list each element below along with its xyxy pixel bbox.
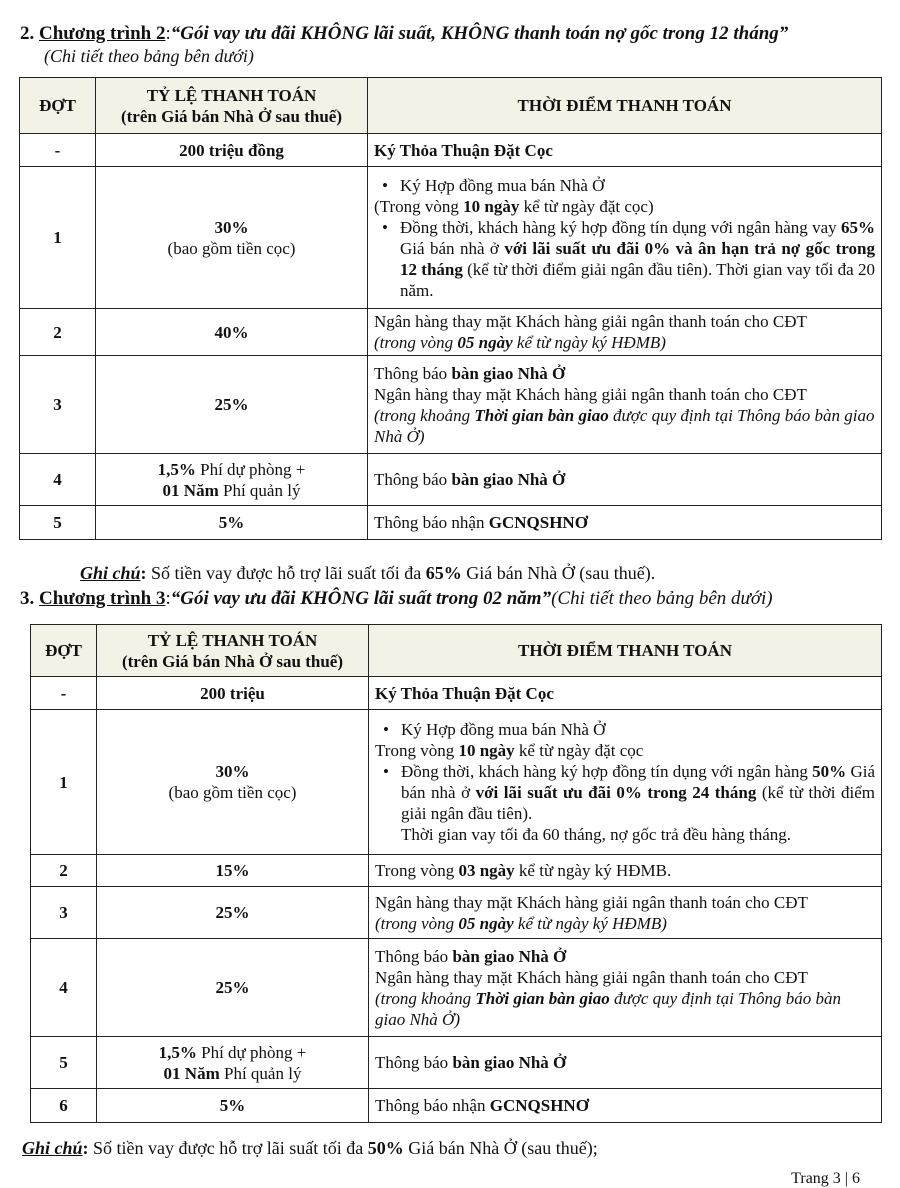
- phase-cell: 6: [31, 1089, 97, 1123]
- rate-cell: 200 triệu đồng: [96, 134, 368, 167]
- text-bold: bàn giao Nhà Ở: [452, 946, 567, 966]
- time-line: [375, 988, 875, 1030]
- note-label: Ghi chú: [22, 1138, 83, 1158]
- phase-cell: 2: [31, 855, 97, 887]
- text: (trong khoảng: [374, 405, 475, 425]
- rate-line: [102, 480, 361, 501]
- table-row: [20, 356, 882, 454]
- phase-cell: -: [20, 134, 96, 167]
- table-row: [31, 1037, 882, 1089]
- text-bold: 10 ngày: [458, 741, 515, 760]
- text-bold: 10 ngày: [463, 196, 520, 216]
- header-phase: ĐỢT: [20, 78, 96, 134]
- text: (trong vòng: [375, 913, 459, 933]
- time-cell: [369, 939, 882, 1037]
- text: kể từ ngày đặt cọc: [514, 741, 644, 760]
- rate-cell: 25%: [97, 939, 369, 1037]
- table-row: [31, 677, 882, 710]
- page-number: Trang 3 | 6: [791, 1170, 860, 1187]
- text: Giá bán Nhà Ở (sau thuế);: [403, 1138, 598, 1158]
- table-row: [20, 167, 882, 309]
- text: Phí quản lý: [219, 1063, 302, 1083]
- text-bold: 1,5%: [157, 459, 196, 479]
- text: Thông báo: [375, 1053, 453, 1072]
- section2-subtitle: (Chi tiết theo bảng bên dưới): [44, 46, 254, 66]
- text-bold: 65%: [841, 217, 875, 237]
- text: Thông báo nhận: [375, 1096, 490, 1115]
- time-cell: [369, 710, 882, 855]
- time-cell: [368, 167, 882, 309]
- list-item: [374, 217, 875, 301]
- list-item: • Ký Hợp đồng mua bán Nhà Ở: [375, 719, 875, 740]
- phase-cell: 5: [31, 1037, 97, 1089]
- table-row: [20, 454, 882, 506]
- header-time: THỜI ĐIỂM THANH TOÁN: [369, 625, 882, 677]
- header-rate-line1: TỶ LỆ THANH TOÁN: [147, 630, 318, 650]
- time-line: Ngân hàng thay mặt Khách hàng giải ngân thanh toán cho CĐT: [375, 892, 808, 912]
- rate-cell: 5%: [97, 1089, 369, 1123]
- table-row: [20, 134, 882, 167]
- text-bold: bàn giao Nhà Ở: [451, 363, 566, 383]
- table-row: [31, 939, 882, 1037]
- table-header-row: [31, 625, 882, 677]
- section2-note: [80, 562, 655, 584]
- text-bold: 01 Năm: [162, 480, 219, 500]
- rate-note: (bao gồm tiền cọc): [168, 783, 297, 802]
- section2-heading: [20, 22, 788, 45]
- section3-label: Chương trình 3: [39, 588, 166, 609]
- phase-cell: 3: [20, 356, 96, 454]
- section3-number: 3.: [20, 588, 35, 609]
- text-bold: bàn giao Nhà Ở: [451, 470, 566, 489]
- phase-cell: 5: [20, 506, 96, 540]
- text: (trong vòng: [374, 333, 458, 352]
- text: kể từ ngày ký HĐMB): [513, 913, 667, 933]
- note-colon: :: [82, 1138, 89, 1158]
- phase-cell: 2: [20, 309, 96, 356]
- rate-cell: [97, 1037, 369, 1089]
- rate-cell: 25%: [97, 887, 369, 939]
- rate-cell: 15%: [97, 855, 369, 887]
- rate-cell: 200 triệu: [97, 677, 369, 710]
- table-row: [31, 710, 882, 855]
- rate-line: [103, 1063, 362, 1084]
- rate-cell: [96, 167, 368, 309]
- header-rate-line2: (trên Giá bán Nhà Ở sau thuế): [120, 106, 343, 126]
- text: kể từ ngày ký HĐMB): [512, 333, 666, 352]
- text-bold: với lãi suất ưu đãi 0% trong 24 tháng: [475, 783, 757, 802]
- section2-number: 2.: [20, 23, 35, 44]
- phase-cell: 1: [31, 710, 97, 855]
- text-bold: 05 ngày: [458, 913, 514, 933]
- section3-title: “Gói vay ưu đãi KHÔNG lãi suất trong 02 năm”: [170, 588, 552, 609]
- text-bold: GCNQSHNƠ: [488, 513, 588, 532]
- section3-colon: :: [165, 588, 171, 609]
- text: kể từ ngày đặt cọc): [519, 196, 654, 216]
- phase-cell: 4: [20, 454, 96, 506]
- time-line: [374, 332, 875, 353]
- time-line: [374, 405, 875, 447]
- text-bold: với lãi suất ưu đãi 0% và ân hạn trả nợ gốc trong 12 tháng: [400, 238, 875, 279]
- text: Phí dự phòng +: [196, 1042, 307, 1062]
- time-cell: [368, 454, 882, 506]
- time-line: Ngân hàng thay mặt Khách hàng giải ngân thanh toán cho CĐT: [374, 384, 807, 404]
- rate-line: [103, 1042, 362, 1063]
- text: (trong khoảng: [375, 988, 476, 1008]
- text-bold: 01 Năm: [163, 1063, 220, 1083]
- table-header-row: [20, 78, 882, 134]
- text: Giá bán nhà ở: [400, 238, 505, 258]
- header-rate: [96, 78, 368, 134]
- text-bold: Thời gian bàn giao: [474, 405, 609, 425]
- table-row: [20, 309, 882, 356]
- text: Đồng thời, khách hàng ký hợp đồng tín dụng với ngân hàng: [401, 762, 813, 781]
- header-rate: [97, 625, 369, 677]
- text: Phí dự phòng +: [195, 459, 306, 479]
- header-rate-line2: (trên Giá bán Nhà Ở sau thuế): [121, 651, 344, 671]
- note-label: Ghi chú: [80, 563, 141, 583]
- text-bold: 50%: [812, 762, 847, 781]
- text: Thời gian vay tối đa 60 tháng, nợ gốc trả đều hàng tháng.: [401, 825, 791, 844]
- text: Thông báo nhận: [374, 513, 489, 532]
- time-cell: [369, 1037, 882, 1089]
- time-line: [374, 363, 875, 384]
- phase-cell: 1: [20, 167, 96, 309]
- section2-title: “Gói vay ưu đãi KHÔNG lãi suất, KHÔNG thanh toán nợ gốc trong 12 tháng”: [170, 23, 789, 44]
- rate-cell: [96, 454, 368, 506]
- rate-cell: 40%: [96, 309, 368, 356]
- text: Đồng thời, khách hàng ký hợp đồng tín dụng với ngân hàng vay: [400, 217, 841, 237]
- text: Thông báo: [374, 470, 452, 489]
- rate-note: (bao gồm tiền cọc): [167, 238, 296, 258]
- time-line: [374, 196, 875, 217]
- text: Giá bán nhà ở: [401, 762, 875, 802]
- table-row: [31, 1089, 882, 1123]
- section3-table: [30, 624, 882, 1123]
- text-bold: 65%: [425, 563, 462, 583]
- rate-value: 30%: [214, 217, 249, 237]
- rate-cell: 25%: [96, 356, 368, 454]
- time-cell: [368, 356, 882, 454]
- text: (kể từ thời điểm giải ngân đầu tiên).: [401, 783, 875, 823]
- time-line: [375, 913, 875, 934]
- text: (Trong vòng: [374, 196, 464, 216]
- text: được quy định tại Thông báo bàn giao Nhà Ở): [375, 988, 842, 1029]
- text-bold: 05 ngày: [457, 333, 513, 352]
- time-line: [375, 946, 875, 967]
- text: Trong vòng: [375, 861, 459, 880]
- time-line: Ngân hàng thay mặt Khách hàng giải ngân thanh toán cho CĐT: [374, 312, 807, 331]
- text-bold: 50%: [367, 1138, 404, 1158]
- rate-value: 30%: [215, 762, 250, 781]
- text: Giá bán Nhà Ở (sau thuế).: [461, 563, 656, 583]
- section3-subtitle: (Chi tiết theo bảng bên dưới): [551, 588, 773, 609]
- phase-cell: 4: [31, 939, 97, 1037]
- table-row: [20, 506, 882, 540]
- text: Thông báo: [375, 946, 453, 966]
- text-bold: bàn giao Nhà Ở: [452, 1053, 567, 1072]
- section2-label: Chương trình 2: [39, 23, 166, 44]
- text: Trong vòng: [375, 741, 459, 760]
- time-line: [375, 740, 875, 761]
- time-cell: [369, 1089, 882, 1123]
- text-bold: 03 ngày: [458, 861, 515, 880]
- time-cell: Ký Thỏa Thuận Đặt Cọc: [368, 134, 882, 167]
- time-cell: [369, 887, 882, 939]
- rate-cell: 5%: [96, 506, 368, 540]
- section3-note: [22, 1137, 598, 1159]
- header-rate-line1: TỶ LỆ THANH TOÁN: [146, 85, 317, 105]
- section3-heading: [20, 587, 773, 610]
- time-cell: [368, 309, 882, 356]
- time-cell: [369, 855, 882, 887]
- table-row: [31, 855, 882, 887]
- time-cell: Ký Thỏa Thuận Đặt Cọc: [369, 677, 882, 710]
- rate-line: [102, 459, 361, 480]
- list-item: • Ký Hợp đồng mua bán Nhà Ở: [374, 175, 875, 196]
- time-line: Ngân hàng thay mặt Khách hàng giải ngân thanh toán cho CĐT: [375, 967, 808, 987]
- text: Phí quản lý: [218, 480, 301, 500]
- header-time: THỜI ĐIỂM THANH TOÁN: [368, 78, 882, 134]
- text: (kể từ thời điểm giải ngân đầu tiên). Thời gian vay tối đa 20 năm.: [400, 259, 875, 300]
- text: được quy định tại Thông báo bàn giao Nhà Ở): [374, 405, 875, 446]
- time-cell: [368, 506, 882, 540]
- header-phase: ĐỢT: [31, 625, 97, 677]
- list-item: [375, 761, 875, 845]
- text: Số tiền vay được hỗ trợ lãi suất tối đa: [146, 563, 426, 583]
- text: kể từ ngày ký HĐMB.: [514, 861, 672, 880]
- phase-cell: 3: [31, 887, 97, 939]
- text: Thông báo: [374, 363, 452, 383]
- section2-table: [19, 77, 882, 540]
- text-bold: Thời gian bàn giao: [475, 988, 610, 1008]
- note-colon: :: [140, 563, 147, 583]
- section2-colon: :: [165, 23, 171, 44]
- text: Số tiền vay được hỗ trợ lãi suất tối đa: [88, 1138, 368, 1158]
- text-bold: 1,5%: [158, 1042, 197, 1062]
- rate-cell: [97, 710, 369, 855]
- phase-cell: -: [31, 677, 97, 710]
- table-row: [31, 887, 882, 939]
- text-bold: GCNQSHNƠ: [489, 1096, 589, 1115]
